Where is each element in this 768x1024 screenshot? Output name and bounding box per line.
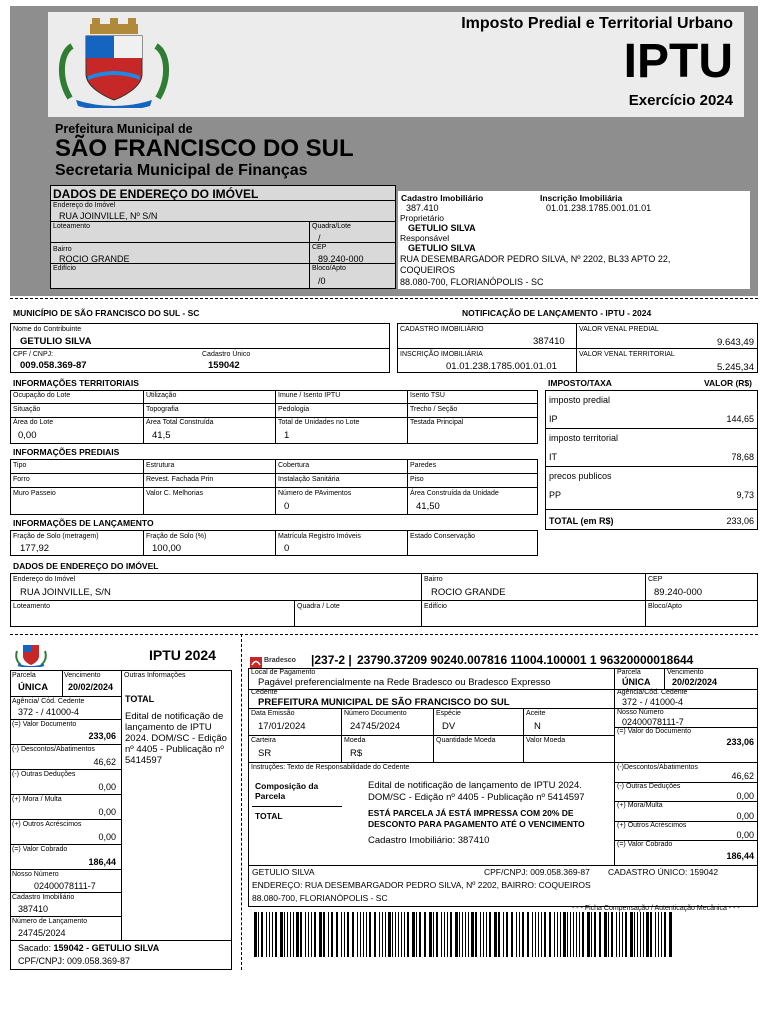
barcode-bar	[655, 912, 656, 957]
barcode-bar	[650, 912, 652, 957]
cep-top-cell: CEP 89.240-000	[309, 242, 396, 264]
cedente: PREFEITURA MUNICIPAL DE SÃO FRANCISCO DO SUL	[258, 697, 510, 708]
owner-cadastro: 387.410	[406, 203, 439, 213]
barcode-bar	[519, 912, 520, 957]
barcode-bar	[599, 912, 601, 957]
barcode-bar	[419, 912, 421, 957]
barcode-bar	[323, 912, 325, 957]
barcode-bar	[269, 912, 270, 957]
bairro-top: ROCIO GRANDE	[59, 254, 130, 264]
barcode-bar	[625, 912, 627, 957]
barcode-bar	[664, 912, 666, 957]
barcode-bar	[398, 912, 399, 957]
barcode-bar	[388, 912, 391, 957]
barcode-bar	[433, 912, 434, 957]
owner-responsavel: GETULIO SILVA	[408, 243, 476, 253]
barcode-bar	[646, 912, 649, 957]
imposto-territorial-valor: 78,68	[731, 452, 754, 462]
barcode-bar	[319, 912, 322, 957]
barcode-bar	[630, 912, 633, 957]
barcode-bar	[300, 912, 302, 957]
stub-edital: Edital de notificação de lançamento de IPTU 2024. DOM/SC - Edição nº 4405 - Publicação nº 5414597	[125, 711, 227, 766]
endereco-top: RUA JOINVILLE, Nº S/N	[59, 211, 158, 221]
barcode-bar	[594, 912, 596, 957]
barcode-bar	[331, 912, 333, 957]
barcode-bar	[424, 912, 426, 957]
stub-valor-cobrado: 186,44	[88, 857, 116, 867]
bradesco-logo-icon	[250, 655, 262, 666]
imposto-total: 233,06	[726, 516, 754, 526]
barcode-bar	[619, 912, 620, 957]
barcode-bar	[544, 912, 546, 957]
owner-proprietario: GETULIO SILVA	[408, 223, 476, 233]
boleto-valor-cobrado: 186,44	[726, 851, 754, 861]
barcode-bar	[447, 912, 448, 957]
barcode-bar	[305, 912, 306, 957]
barcode-bar	[336, 912, 338, 957]
boleto-vencimento: 20/02/2024	[672, 677, 718, 687]
barcode-bar	[379, 912, 380, 957]
barcode-bar	[407, 912, 409, 957]
barcode-bar	[347, 912, 349, 957]
barcode-bar	[535, 912, 536, 957]
barcode-bar	[261, 912, 263, 957]
barcode-bar	[573, 912, 574, 957]
barcode-bar	[462, 912, 463, 957]
precos-publicos-valor: 9,73	[736, 490, 754, 500]
barcode-bar	[450, 912, 452, 957]
barcode-bar	[587, 912, 590, 957]
barcode-bar	[471, 912, 474, 957]
barcode-bar	[637, 912, 638, 957]
stub-sacado: Sacado: 159042 - GETULIO SILVA	[18, 943, 160, 953]
barcode-bar	[352, 912, 354, 957]
barcode-bar	[308, 912, 309, 957]
stub-parcela: ÚNICA	[18, 682, 49, 693]
stub-vencimento: 20/02/2024	[68, 682, 114, 692]
barcode-bar	[360, 912, 361, 957]
barcode-bar	[436, 912, 438, 957]
barcode-bar	[344, 912, 345, 957]
barcode-bar	[560, 912, 561, 957]
barcode-bar	[290, 912, 291, 957]
barcode-bar	[622, 912, 623, 957]
barcode-bar	[557, 912, 558, 957]
linha-digitavel: 23790.37209 90240.007816 11004.100001 1 96320000018644	[357, 653, 694, 667]
tax-name: Imposto Predial e Territorial Urbano	[461, 15, 733, 32]
barcode-bar	[570, 912, 571, 957]
barcode-bar	[275, 912, 277, 957]
barcode-bar	[382, 912, 383, 957]
barcode-bar	[385, 912, 386, 957]
owner-inscricao: 01.01.238.1785.001.01.01	[546, 203, 652, 213]
barcode-bar	[486, 912, 487, 957]
barcode-bar	[567, 912, 568, 957]
barcode-bar	[549, 912, 551, 957]
barcode-bar	[459, 912, 460, 957]
barcode-bar	[661, 912, 662, 957]
barcode-bar	[480, 912, 481, 957]
barcode-bar	[611, 912, 613, 957]
quadra-top-cell: Quadra/Lote /	[309, 221, 396, 243]
bank-name: Bradesco	[264, 657, 296, 664]
barcode-bar	[527, 912, 529, 957]
barcode-bar	[293, 912, 294, 957]
barcode-bar	[280, 912, 283, 957]
barcode-bar	[416, 912, 417, 957]
barcode-bar	[498, 912, 500, 957]
barcode-bar	[475, 912, 477, 957]
barcode-bar	[258, 912, 259, 957]
barcode-bar	[582, 912, 584, 957]
barcode-bar	[441, 912, 442, 957]
barcode-bar	[489, 912, 491, 957]
barcode-bar	[357, 912, 358, 957]
boleto-valor-documento: 233,06	[726, 737, 754, 747]
barcode-bar	[284, 912, 285, 957]
barcode-bar	[412, 912, 415, 957]
barcode-bar	[643, 912, 644, 957]
barcode-bar	[287, 912, 288, 957]
contribuinte-nome: GETULIO SILVA	[20, 336, 92, 347]
cut-line-vertical	[241, 634, 242, 970]
barcode	[254, 912, 674, 957]
barcode-bar	[658, 912, 659, 957]
bank-code: |237-2 |	[311, 653, 352, 667]
cut-line-2	[10, 634, 758, 635]
barcode-bar	[363, 912, 364, 957]
address-top-title: DADOS DE ENDEREÇO DO IMÓVEL	[53, 187, 259, 201]
barcode-bar	[494, 912, 497, 957]
stub-valor-documento: 233,06	[88, 731, 116, 741]
barcode-bar	[576, 912, 577, 957]
bairro-top-cell: Bairro ROCIO GRANDE	[50, 242, 310, 264]
barcode-bar	[366, 912, 367, 957]
barcode-bar	[341, 912, 342, 957]
desconto-notice: ESTÁ PARCELA JÁ ESTÁ IMPRESSA COM 20% DE	[368, 808, 574, 818]
stub-title: IPTU 2024	[149, 647, 216, 663]
barcode-bar	[314, 912, 316, 957]
barcode-bar	[506, 912, 508, 957]
barcode-bar	[272, 912, 273, 957]
barcode-bar	[591, 912, 592, 957]
imposto-predial-valor: 144,65	[726, 414, 754, 424]
barcode-bar	[563, 912, 566, 957]
prefeitura-label: Prefeitura Municipal de	[55, 122, 193, 136]
barcode-bar	[328, 912, 329, 957]
coat-of-arms-icon	[52, 18, 176, 108]
barcode-bar	[266, 912, 267, 957]
year-label: Exercício 2024	[628, 92, 733, 109]
barcode-bar	[404, 912, 405, 957]
barcode-bar	[483, 912, 484, 957]
barcode-bar	[616, 912, 617, 957]
secretaria-title: Secretaria Municipal de Finanças	[55, 162, 308, 179]
barcode-bar	[554, 912, 555, 957]
barcode-bar	[468, 912, 469, 957]
loteamento-top-cell: Loteamento	[50, 221, 310, 243]
barcode-bar	[541, 912, 542, 957]
barcode-bar	[465, 912, 466, 957]
city-title: SÃO FRANCISCO DO SUL	[55, 135, 354, 162]
endereco-top-cell: Endereço do Imóvel RUA JOINVILLE, Nº S/N	[50, 200, 396, 222]
barcode-bar	[392, 912, 393, 957]
edificio-top-cell: Edifício	[50, 263, 310, 289]
barcode-bar	[640, 912, 641, 957]
barcode-bar	[604, 912, 607, 957]
cut-line-1	[10, 298, 758, 299]
barcode-bar	[444, 912, 445, 957]
barcode-bar	[532, 912, 533, 957]
barcode-bar	[369, 912, 371, 957]
tax-abbr: IPTU	[623, 35, 733, 88]
barcode-bar	[455, 912, 458, 957]
barcode-bar	[254, 912, 257, 957]
barcode-bar	[401, 912, 402, 957]
barcode-bar	[579, 912, 580, 957]
barcode-bar	[538, 912, 539, 957]
barcode-bar	[429, 912, 432, 957]
barcode-bar	[311, 912, 312, 957]
barcode-bar	[503, 912, 504, 957]
barcode-bar	[296, 912, 299, 957]
barcode-bar	[522, 912, 524, 957]
barcode-bar	[511, 912, 513, 957]
barcode-bar	[395, 912, 396, 957]
bloco-top-cell: Bloco/Apto /0	[309, 263, 396, 289]
barcode-bar	[608, 912, 609, 957]
stub-logo-icon	[14, 641, 48, 667]
barcode-bar	[634, 912, 635, 957]
barcode-bar	[374, 912, 376, 957]
barcode-bar	[669, 912, 672, 957]
barcode-bar	[516, 912, 517, 957]
